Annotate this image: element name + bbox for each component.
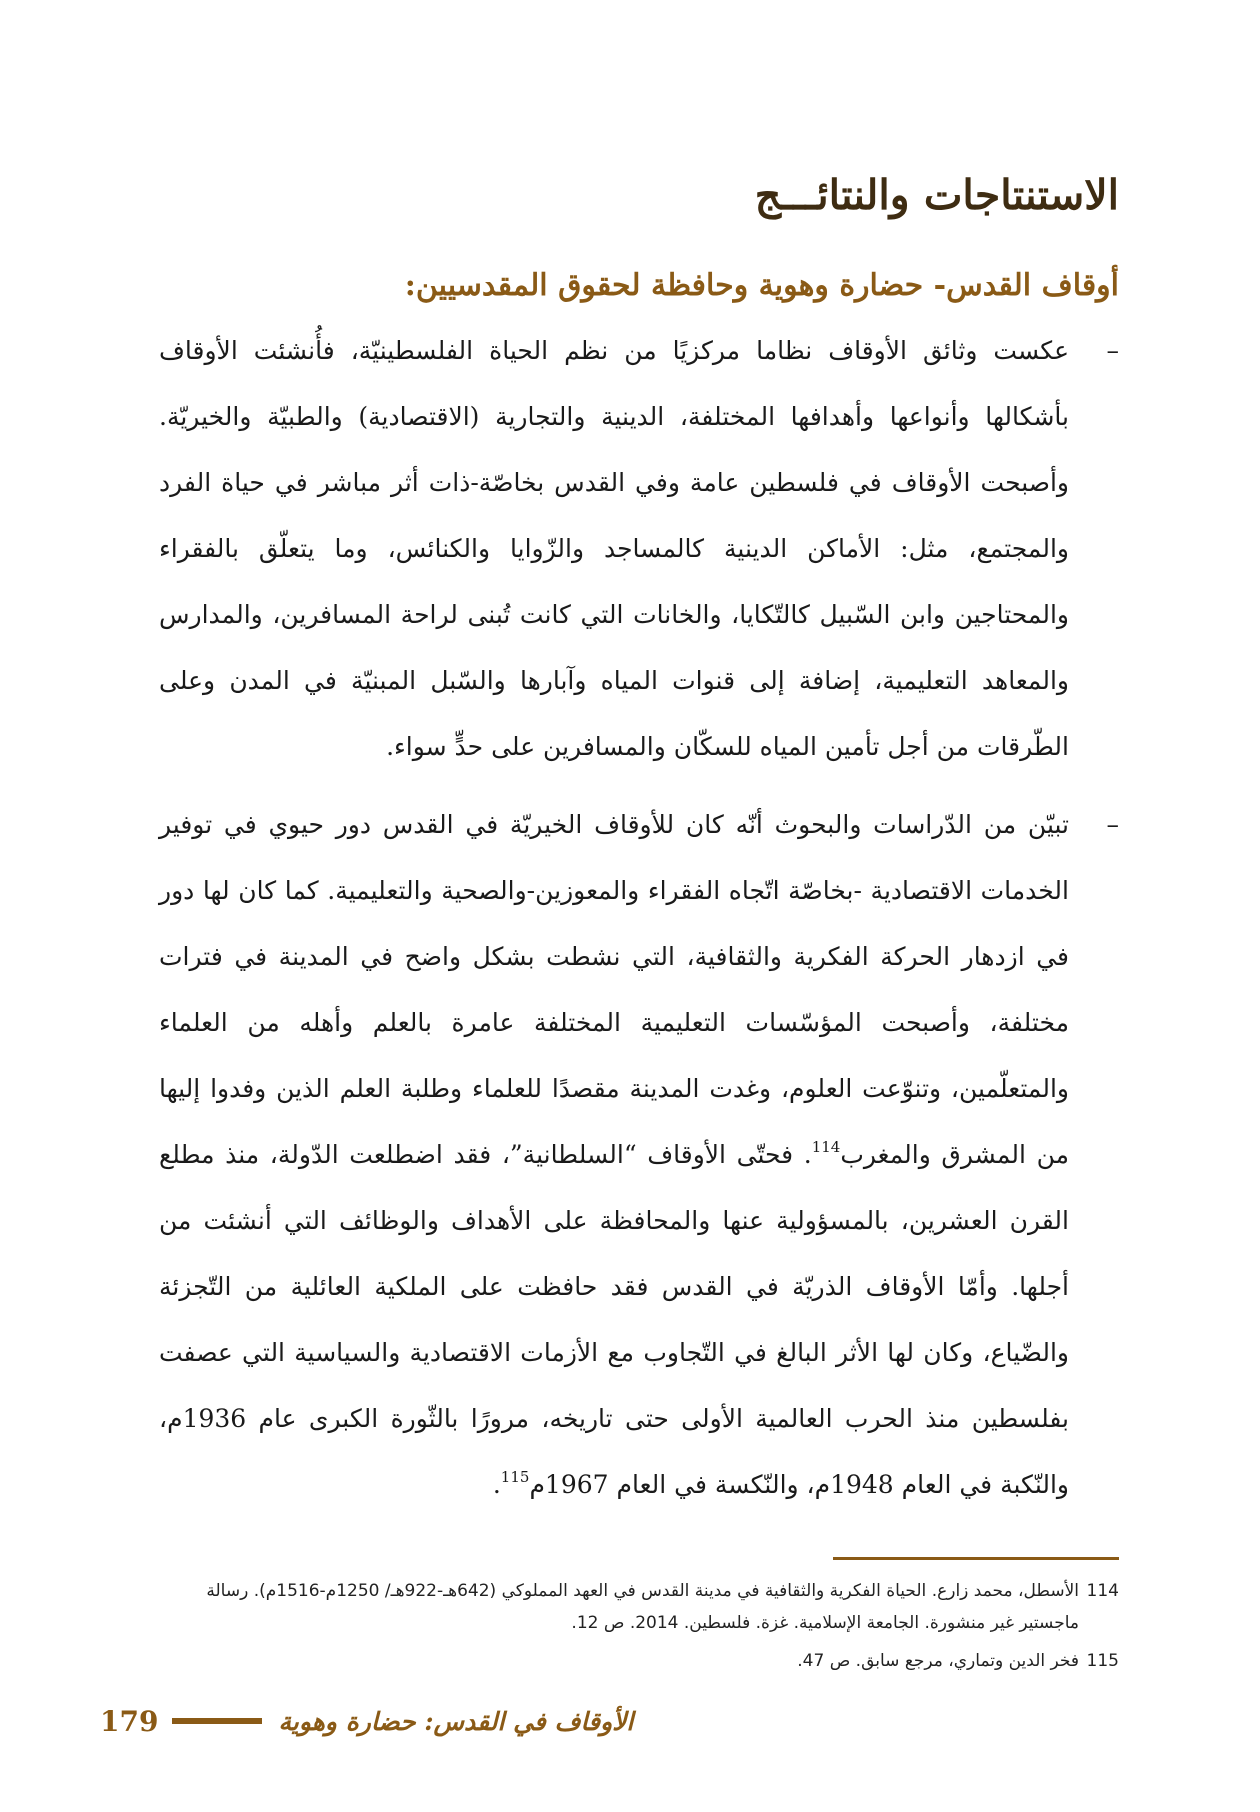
paragraph-2-text-a: تبيّن من الدّراسات والبحوث أنّه كان للأوقاف الخيريّة في القدس دور حيوي في توفير الخدمات الاقتصادية -بخاصّة اتّجاه الفقراء والمعوزين-والصحية والتعليمية. كما كان لها دور في ازدهار الحركة الفكرية والثقافية، التي نشطت بشكل واضح في المدينة في فترات مختلفة، وأصبحت المؤسّسات التعليمية المختلفة عامرة بالعلم وأهله من العلماء والمتعلّمين، وتنوّعت العلوم، وغدت المدينة مقصدًا للعلماء وطلبة العلم الذين وفدوا إليها من المشرق والمغرب	[159, 810, 1069, 1169]
section-heading: الاستنتاجات والنتائـــج	[754, 171, 1119, 219]
footnote-115	[159, 1645, 1119, 1677]
paragraph-2-text-b: . فحتّى الأوقاف “السلطانية”، فقد اضطلعت الدّولة، منذ مطلع القرن العشرين، بالمسؤولية عنها والمحافظة على الأهداف والوظائف التي أنشئت من أجلها. وأمّا الأوقاف الذريّة في القدس فقد حافظت على الملكية العائلية من التّجزئة والضّياع، وكان لها الأثر البالغ في التّجاوب مع الأزمات الاقتصادية والسياسية التي عصفت بفلسطين منذ الحرب العالمية الأولى حتى تاريخه، مرورًا بالثّورة الكبرى عام 1936م، والنّكبة في العام 1948م، والنّكسة في العام 1967م	[159, 1140, 1069, 1499]
footnote-text: فخر الدين وتماري، مرجع سابق. ص 47.	[797, 1651, 1079, 1671]
section-subheading: أوقاف القدس- حضارة وهوية وحافظة لحقوق المقدسيين:	[404, 268, 1119, 303]
footnote-divider	[833, 1557, 1119, 1560]
page-number: 179	[100, 1704, 159, 1738]
footnotes	[159, 1575, 1119, 1677]
footnote-ref-114[interactable]: 114	[811, 1138, 841, 1156]
footnote-text: الأسطل، محمد زارع. الحياة الفكرية والثقافية في مدينة القدس في العهد المملوكي (642هـ-922هـ/ 1250م-1516م). رسالة ماجستير غير منشورة. الجامعة الإسلامية. غزة. فلسطين. 2014. ص 12.	[206, 1581, 1079, 1633]
paragraph-2	[159, 792, 1119, 1518]
footnote-ref-115[interactable]: 115	[500, 1468, 530, 1486]
footer-rule	[172, 1718, 262, 1724]
paragraph-1	[159, 318, 1119, 780]
footnote-number: 114	[1086, 1581, 1119, 1601]
list-dash: –	[1106, 336, 1119, 365]
paragraph-2-text-c: .	[492, 1470, 501, 1499]
running-footer	[100, 1697, 680, 1745]
running-title: الأوقاف في القدس: حضارة وهوية	[278, 1706, 634, 1736]
footnote-114	[159, 1575, 1119, 1639]
list-dash: –	[1106, 810, 1119, 839]
footnote-number: 115	[1086, 1651, 1119, 1671]
body-text	[159, 318, 1119, 1518]
paragraph-1-text: عكست وثائق الأوقاف نظاما مركزيًا من نظم الحياة الفلسطينيّة، فأُنشئت الأوقاف بأشكالها وأنواعها وأهدافها المختلفة، الدينية والتجارية (الاقتصادية) والطبيّة والخيريّة. وأصبحت الأوقاف في فلسطين عامة وفي القدس بخاصّة-ذات أثر مباشر في حياة الفرد والمجتمع، مثل: الأماكن الدينية كالمساجد والزّوايا والكنائس، وما يتعلّق بالفقراء والمحتاجين وابن السّبيل كالتّكايا، والخانات التي كانت تُبنى لراحة المسافرين، والمدارس والمعاهد التعليمية، إضافة إلى قنوات المياه وآبارها والسّبل المبنيّة في المدن وعلى الطّرقات من أجل تأمين المياه للسكّان والمسافرين على حدٍّ سواء.	[159, 336, 1069, 761]
